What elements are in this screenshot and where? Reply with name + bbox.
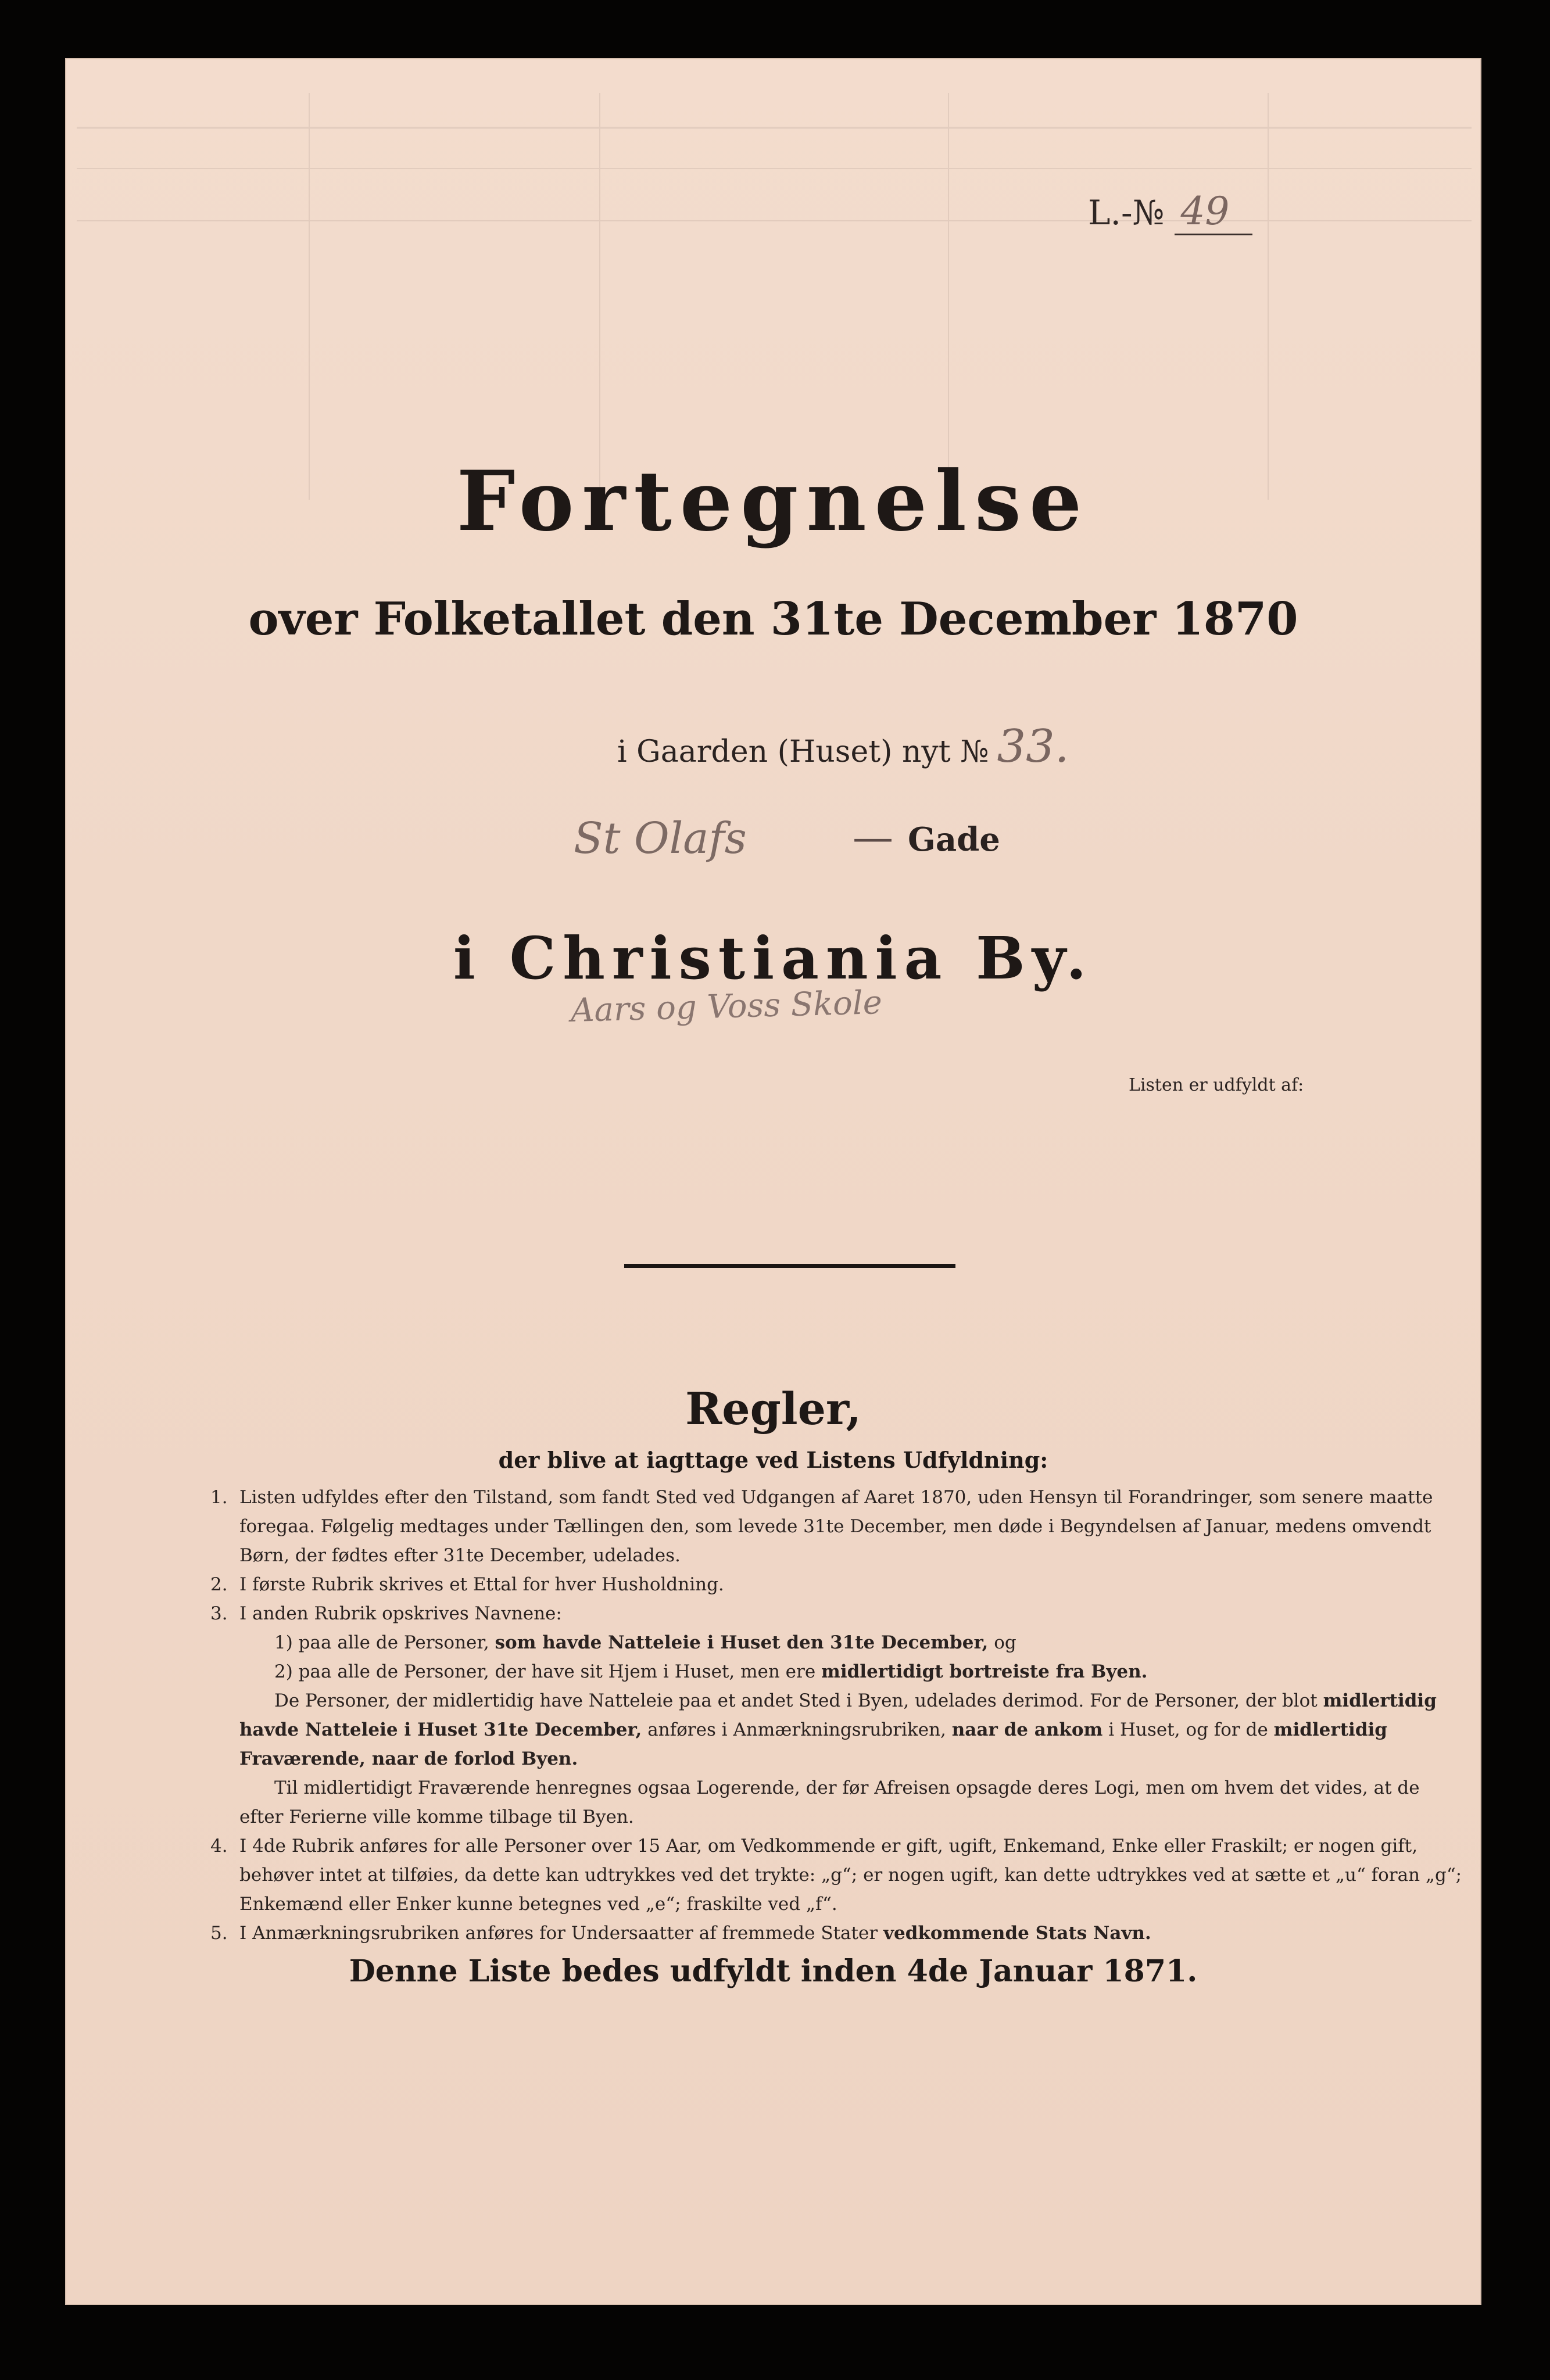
street-dash: — bbox=[853, 813, 893, 861]
rule-3-item-2: 2) paa alle de Personer, der have sit Hjem i Huset, men ere midlertidigt bortreiste fra Byen. bbox=[274, 1661, 1148, 1682]
list-number bbox=[1088, 189, 1252, 234]
rule-text: I Anmærkningsrubriken anføres for Undersaatter af fremmede Stater bbox=[239, 1923, 878, 1944]
rule-3 bbox=[210, 1599, 1466, 1628]
city-line: i Christiania By. bbox=[453, 924, 1094, 992]
rule-3-paragraph-1: De Personer, der midlertidig have Natteleie paa et andet Sted i Byen, udelades derimod. For de Personer, der blot midlertidig havde Natteleie i Huset 31te December, anføres i Anmærkningsrubriken, naar de ankom i Huset, og for de midlertidig Fraværende, naar de forlod Byen. bbox=[239, 1690, 1437, 1769]
rule-4 bbox=[210, 1831, 1466, 1919]
deadline-note: Denne Liste bedes udfyldt inden 4de Januar 1871. bbox=[349, 1954, 1198, 1989]
rule-number: 4. bbox=[210, 1836, 228, 1856]
filled-by-label: Listen er udfyldt af: bbox=[1129, 1075, 1304, 1095]
rule-number: 2. bbox=[210, 1574, 228, 1595]
divider-rule bbox=[624, 1264, 955, 1268]
rule-3-item-1: 1) paa alle de Personer, som havde Natteleie i Huset den 31te December, og bbox=[274, 1632, 1016, 1653]
list-number-value: 49 bbox=[1175, 189, 1252, 235]
page-title: Fortegnelse bbox=[456, 453, 1090, 550]
census-form-page bbox=[65, 58, 1481, 2305]
rule-number: 3. bbox=[210, 1603, 228, 1624]
rule-text: Listen udfyldes efter den Tilstand, som fandt Sted ved Udgangen af Aaret 1870, uden Hensyn til Forandringer, som senere maatte foregaa. Følgelig medtages under Tællingen den, som levede 31te December, men døde i Begyndelsen af Januar, medens omvendt Børn, der fødtes efter 31te December, udelades. bbox=[239, 1487, 1433, 1566]
street-name-handwritten: St Olafs bbox=[574, 813, 747, 863]
rule-3-paragraph-2: Til midlertidigt Fraværende henregnes ogsaa Logerende, der før Afreisen opsagde deres Logi, men om hvem det vides, at de efter Ferierne ville komme tilbage til Byen. bbox=[239, 1777, 1420, 1827]
house-number-label: i Gaarden (Huset) nyt № bbox=[617, 734, 989, 769]
rule-number: 1. bbox=[210, 1487, 228, 1508]
rule-text: I første Rubrik skrives et Ettal for hver Husholdning. bbox=[239, 1574, 724, 1595]
rule-text: I anden Rubrik opskrives Navnene: bbox=[239, 1603, 562, 1624]
rule-5: 5. I Anmærkningsrubriken anføres for Undersaatter af fremmede Stater vedkommende Stats Navn. bbox=[210, 1919, 1466, 1948]
street-suffix: Gade bbox=[908, 820, 1000, 859]
rules-list bbox=[210, 1483, 1466, 1948]
show-through-lines bbox=[77, 93, 1472, 500]
rule-number: 5. bbox=[210, 1923, 228, 1944]
house-number-value: 33. bbox=[997, 721, 1069, 773]
rules-subtitle: der blive at iagttage ved Listens Udfyldning: bbox=[498, 1447, 1048, 1473]
rule-2 bbox=[210, 1570, 1466, 1599]
school-handwritten: Aars og Voss Skole bbox=[570, 983, 883, 1030]
rule-1 bbox=[210, 1483, 1466, 1570]
list-number-label: L.-№ bbox=[1088, 193, 1165, 232]
page-subtitle: over Folketallet den 31te December 1870 bbox=[248, 593, 1298, 646]
rules-title: Regler, bbox=[685, 1383, 861, 1435]
house-number-line bbox=[617, 721, 1069, 773]
rule-text: I 4de Rubrik anføres for alle Personer over 15 Aar, om Vedkommende er gift, ugift, Enkemand, Enke eller Fraskilt; er nogen gift, behøver intet at tilføies, da dette kan udtrykkes ved det trykte: „g“; er nogen ugift, kan dette udtrykkes ved at sætte et „u“ foran „g“; Enkemænd eller Enker kunne betegnes ved „e“; fraskilte ved „f“. bbox=[239, 1836, 1462, 1915]
